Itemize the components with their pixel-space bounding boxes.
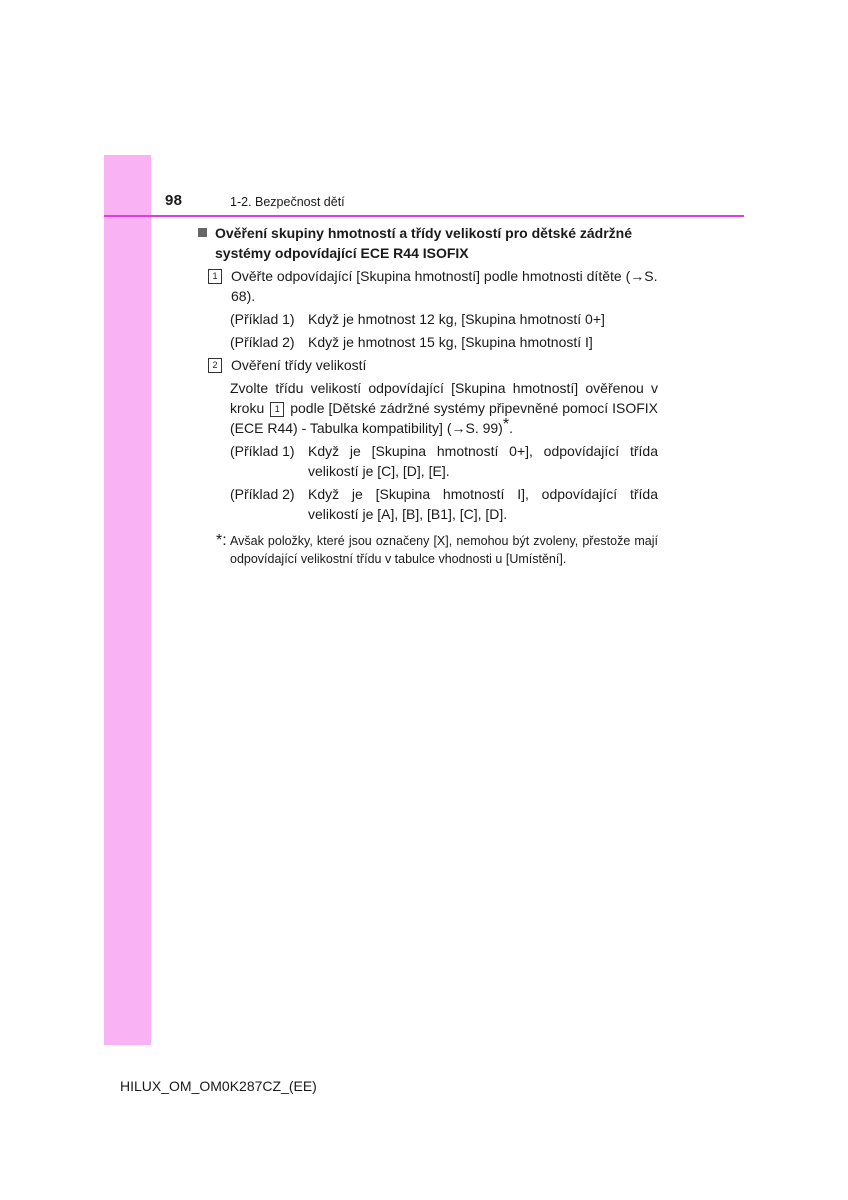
example-text: Když je hmotnost 15 kg, [Skupina hmotností I] [308, 334, 593, 350]
section-heading [196, 223, 658, 263]
step-2 [196, 355, 658, 375]
para-text-after: podle [Dětské zádržné systémy připevněné pomocí ISOFIX (ECE R44) - Tabulka kompatibility] (→S. 99) [230, 400, 658, 436]
para-end: . [509, 420, 513, 436]
side-tab-bar [104, 155, 151, 1045]
page-number: 98 [165, 192, 183, 209]
step-2-paragraph [230, 378, 658, 438]
example-item [230, 332, 658, 352]
example-item [230, 309, 658, 329]
step-2-body [230, 378, 658, 524]
example-text: Když je [Skupina hmotností 0+], odpovídající třída velikostí je [C], [D], [E]. [308, 443, 658, 479]
example-label: (Příklad 1) [230, 443, 295, 459]
example-label: (Příklad 2) [230, 334, 295, 350]
content [196, 223, 658, 568]
example-text: Když je hmotnost 12 kg, [Skupina hmotností 0+] [308, 311, 605, 327]
header-rule [104, 215, 744, 217]
step-1 [196, 266, 658, 306]
heading-text: Ověření skupiny hmotností a třídy velikostí pro dětské zádržné systémy odpovídající ECE R44 ISOFIX [215, 225, 632, 261]
step-1-text: Ověřte odpovídající [Skupina hmotností] podle hmotnosti dítěte (→S. 68). [231, 268, 658, 304]
footer-code: HILUX_OM_OM0K287CZ_(EE) [120, 1078, 317, 1094]
example-label: (Příklad 2) [230, 486, 295, 502]
step-number-2: 2 [208, 358, 222, 373]
footnote-mark: *: [216, 532, 227, 549]
step-number-1: 1 [208, 269, 222, 284]
step-2-title: Ověření třídy velikostí [231, 357, 367, 373]
example-item [230, 441, 658, 481]
square-bullet-icon [198, 228, 207, 237]
step-1-examples [230, 309, 658, 352]
step-ref-1: 1 [270, 402, 284, 417]
footnote-text: Avšak položky, které jsou označeny [X], nemohou být zvoleny, přestože mají odpovídající velikostní třídu v tabulce vhodnosti u [Umístění]. [230, 534, 658, 566]
section-title: 1-2. Bezpečnost dětí [230, 195, 345, 209]
para-text-before: Zvolte třídu velikostí odpovídající [Skupina hmotností] ověřenou v kroku [230, 380, 658, 416]
example-text: Když je [Skupina hmotností I], odpovídající třída velikostí je [A], [B], [B1], [C], [D]. [308, 486, 658, 522]
example-label: (Příklad 1) [230, 311, 295, 327]
example-item [230, 484, 658, 524]
footnote [196, 532, 658, 568]
asterisk-mark: * [502, 416, 510, 433]
